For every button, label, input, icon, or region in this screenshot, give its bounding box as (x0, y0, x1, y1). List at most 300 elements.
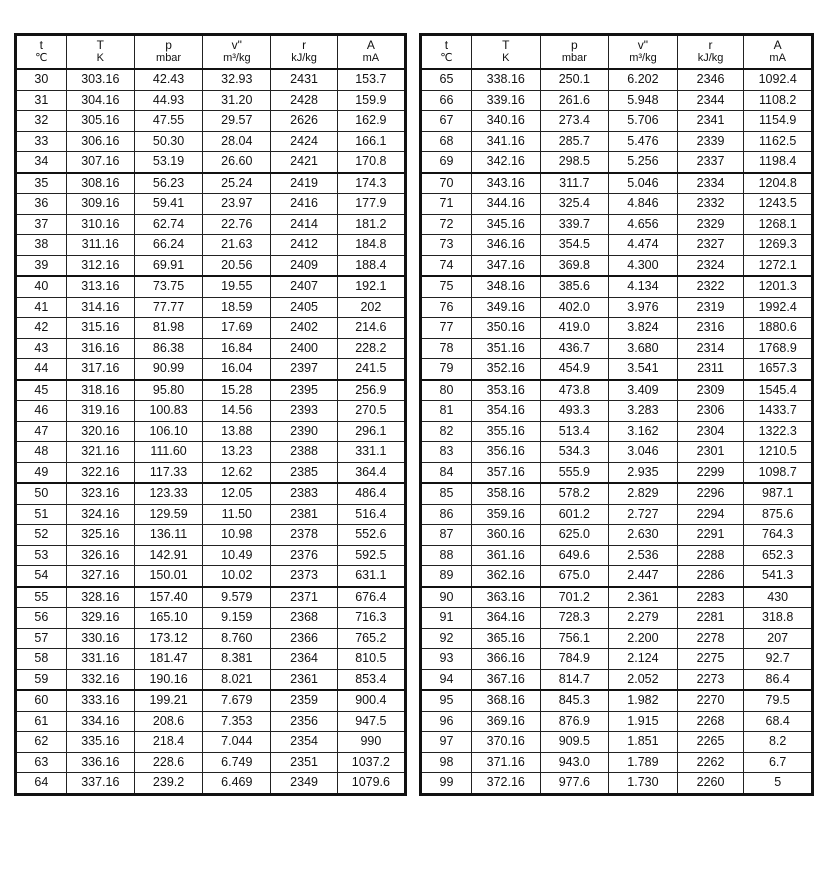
table-cell: 90 (421, 587, 472, 608)
table-row (421, 545, 813, 566)
table-cell: 364.16 (471, 608, 540, 629)
table-cell: 347.16 (471, 255, 540, 276)
table-cell: 46 (16, 401, 67, 422)
table-cell: 150.01 (134, 566, 202, 587)
table-cell: 31.20 (203, 90, 271, 111)
table-cell: 97 (421, 732, 472, 753)
table-cell: 79 (421, 359, 472, 380)
table-cell: 360.16 (471, 525, 540, 546)
table-cell: 153.7 (337, 69, 405, 90)
table-cell: 2275 (677, 649, 744, 670)
table-cell: 765.2 (337, 628, 405, 649)
table-cell: 38 (16, 235, 67, 256)
column-symbol: A (366, 38, 375, 52)
table-cell: 1545.4 (744, 380, 813, 401)
table-cell: 1162.5 (744, 131, 813, 152)
table-cell: 3.409 (609, 380, 678, 401)
table-cell: 493.3 (540, 401, 609, 422)
table-cell: 5.046 (609, 173, 678, 194)
table-cell: 2291 (677, 525, 744, 546)
table-cell: 2.052 (609, 669, 678, 690)
table-cell: 362.16 (471, 566, 540, 587)
table-cell: 320.16 (66, 421, 134, 442)
table-cell: 90.99 (134, 359, 202, 380)
table-body (16, 69, 406, 794)
table-cell: 256.9 (337, 380, 405, 401)
table-cell: 2270 (677, 690, 744, 711)
table-cell: 18.59 (203, 297, 271, 318)
table-cell: 2405 (271, 297, 337, 318)
table-cell: 601.2 (540, 504, 609, 525)
table-cell: 2306 (677, 401, 744, 422)
table-row (16, 401, 406, 422)
table-cell: 123.33 (134, 483, 202, 504)
table-cell: 2416 (271, 194, 337, 215)
table-cell: 159.9 (337, 90, 405, 111)
table-cell: 49 (16, 462, 67, 483)
table-cell: 75 (421, 276, 472, 297)
table-cell: 2332 (677, 194, 744, 215)
table-cell: 31 (16, 90, 67, 111)
table-cell: 909.5 (540, 732, 609, 753)
table-cell: 2341 (677, 111, 744, 132)
table-cell: 2.200 (609, 628, 678, 649)
table-cell: 454.9 (540, 359, 609, 380)
table-cell: 10.02 (203, 566, 271, 587)
table-row (16, 608, 406, 629)
table-cell: 321.16 (66, 442, 134, 463)
table-cell: 181.2 (337, 214, 405, 235)
table-cell: 2265 (677, 732, 744, 753)
table-cell: 2319 (677, 297, 744, 318)
table-cell: 54 (16, 566, 67, 587)
column-header (540, 35, 609, 70)
table-cell: 86.4 (744, 669, 813, 690)
table-cell: 21.63 (203, 235, 271, 256)
table-cell: 2383 (271, 483, 337, 504)
table-cell: 239.2 (134, 773, 202, 795)
table-cell: 8.021 (203, 669, 271, 690)
table-cell: 2388 (271, 442, 337, 463)
table-cell: 14.56 (203, 401, 271, 422)
table-row (421, 525, 813, 546)
table-cell: 334.16 (66, 711, 134, 732)
table-cell: 1.730 (609, 773, 678, 795)
table-cell: 2.727 (609, 504, 678, 525)
table-cell: 363.16 (471, 587, 540, 608)
table-cell: 45 (16, 380, 67, 401)
table-cell: 2431 (271, 69, 337, 90)
table-cell: 2421 (271, 152, 337, 173)
table-cell: 356.16 (471, 442, 540, 463)
table-row (421, 297, 813, 318)
column-symbol: T (96, 38, 104, 52)
column-header (66, 35, 134, 70)
table-cell: 359.16 (471, 504, 540, 525)
table-cell: 315.16 (66, 318, 134, 339)
table-header (421, 35, 813, 70)
table-row (421, 380, 813, 401)
table-cell: 7.679 (203, 690, 271, 711)
table-cell: 83 (421, 442, 472, 463)
table-cell: 2354 (271, 732, 337, 753)
column-header (203, 35, 271, 70)
table-cell: 875.6 (744, 504, 813, 525)
table-cell: 369.16 (471, 711, 540, 732)
table-cell: 5.256 (609, 152, 678, 173)
table-cell: 1037.2 (337, 752, 405, 773)
table-cell: 22.76 (203, 214, 271, 235)
table-cell: 157.40 (134, 587, 202, 608)
table-cell: 990 (337, 732, 405, 753)
table-cell: 2373 (271, 566, 337, 587)
table-cell: 9.159 (203, 608, 271, 629)
table-cell: 327.16 (66, 566, 134, 587)
table-cell: 2346 (677, 69, 744, 90)
table-cell: 340.16 (471, 111, 540, 132)
table-cell: 342.16 (471, 152, 540, 173)
column-header (271, 35, 337, 70)
table-cell: 3.046 (609, 442, 678, 463)
table-cell: 95 (421, 690, 472, 711)
table-cell: 25.24 (203, 173, 271, 194)
table-cell: 2368 (271, 608, 337, 629)
table-cell: 343.16 (471, 173, 540, 194)
table-cell: 8.2 (744, 732, 813, 753)
table-row (421, 504, 813, 525)
table-cell: 1198.4 (744, 152, 813, 173)
table-cell: 5.948 (609, 90, 678, 111)
table-cell: 1092.4 (744, 69, 813, 90)
table-cell: 318.16 (66, 380, 134, 401)
table-cell: 339.7 (540, 214, 609, 235)
table-row (16, 649, 406, 670)
table-cell: 10.49 (203, 545, 271, 566)
table-cell: 20.56 (203, 255, 271, 276)
table-cell: 57 (16, 628, 67, 649)
column-unit: ℃ (440, 52, 453, 64)
table-cell: 2407 (271, 276, 337, 297)
table-cell: 173.12 (134, 628, 202, 649)
table-cell: 1210.5 (744, 442, 813, 463)
table-cell: 2327 (677, 235, 744, 256)
table-cell: 2359 (271, 690, 337, 711)
table-cell: 943.0 (540, 752, 609, 773)
table-cell: 2.447 (609, 566, 678, 587)
table-cell: 631.1 (337, 566, 405, 587)
table-cell: 430 (744, 587, 813, 608)
table-cell: 136.11 (134, 525, 202, 546)
table-cell: 784.9 (540, 649, 609, 670)
table-cell: 69.91 (134, 255, 202, 276)
table-cell: 2260 (677, 773, 744, 795)
table-cell: 166.1 (337, 131, 405, 152)
table-cell: 66 (421, 90, 472, 111)
table-cell: 2278 (677, 628, 744, 649)
column-unit: mbar (156, 52, 182, 64)
table-cell: 10.98 (203, 525, 271, 546)
table-cell: 52 (16, 525, 67, 546)
table-cell: 338.16 (471, 69, 540, 90)
table-row (421, 214, 813, 235)
table-row (16, 773, 406, 795)
table-cell: 2400 (271, 338, 337, 359)
table-cell: 2281 (677, 608, 744, 629)
table-cell: 270.5 (337, 401, 405, 422)
table-cell: 76 (421, 297, 472, 318)
table-row (16, 152, 406, 173)
table-cell: 329.16 (66, 608, 134, 629)
table-row (421, 69, 813, 90)
table-cell: 310.16 (66, 214, 134, 235)
table-cell: 314.16 (66, 297, 134, 318)
table-cell: 2.630 (609, 525, 678, 546)
table-cell: 2301 (677, 442, 744, 463)
column-unit: mbar (561, 52, 587, 64)
table-cell: 4.846 (609, 194, 678, 215)
table-cell: 2.935 (609, 462, 678, 483)
table-cell: 1657.3 (744, 359, 813, 380)
table-cell: 96 (421, 711, 472, 732)
table-row (16, 173, 406, 194)
table-cell: 98 (421, 752, 472, 773)
table-row (421, 690, 813, 711)
table-cell: 318.8 (744, 608, 813, 629)
table-row (16, 628, 406, 649)
table-cell: 303.16 (66, 69, 134, 90)
table-cell: 53 (16, 545, 67, 566)
table-row (421, 359, 813, 380)
table-cell: 37 (16, 214, 67, 235)
table-row (421, 649, 813, 670)
table-row (421, 401, 813, 422)
column-symbol: r (302, 38, 307, 52)
column-header (421, 35, 472, 70)
column-symbol: A (773, 38, 782, 52)
table-cell: 2371 (271, 587, 337, 608)
table-cell: 65 (421, 69, 472, 90)
table-cell: 306.16 (66, 131, 134, 152)
table-row (421, 421, 813, 442)
table-row (421, 152, 813, 173)
table-cell: 15.28 (203, 380, 271, 401)
steam-table-left (14, 33, 407, 796)
table-cell: 364.4 (337, 462, 405, 483)
table-cell: 181.47 (134, 649, 202, 670)
table-row (16, 711, 406, 732)
table-cell: 62.74 (134, 214, 202, 235)
table-cell: 2.536 (609, 545, 678, 566)
column-symbol: T (502, 38, 510, 52)
table-row (16, 483, 406, 504)
table-cell: 2339 (677, 131, 744, 152)
table-cell: 192.1 (337, 276, 405, 297)
table-cell: 4.300 (609, 255, 678, 276)
table-cell: 328.16 (66, 587, 134, 608)
table-cell: 3.162 (609, 421, 678, 442)
table-cell: 2296 (677, 483, 744, 504)
table-cell: 339.16 (471, 90, 540, 111)
table-cell: 48 (16, 442, 67, 463)
table-cell: 60 (16, 690, 67, 711)
table-cell: 6.749 (203, 752, 271, 773)
table-cell: 62 (16, 732, 67, 753)
table-cell: 365.16 (471, 628, 540, 649)
table-cell: 947.5 (337, 711, 405, 732)
table-cell: 322.16 (66, 462, 134, 483)
table-cell: 486.4 (337, 483, 405, 504)
table-cell: 625.0 (540, 525, 609, 546)
table-cell: 86.38 (134, 338, 202, 359)
table-cell: 2364 (271, 649, 337, 670)
table-cell: 77 (421, 318, 472, 339)
table-cell: 2.361 (609, 587, 678, 608)
table-cell: 43 (16, 338, 67, 359)
table-cell: 129.59 (134, 504, 202, 525)
table-cell: 354.16 (471, 401, 540, 422)
table-cell: 87 (421, 525, 472, 546)
table-cell: 2294 (677, 504, 744, 525)
table-cell: 555.9 (540, 462, 609, 483)
table-cell: 41 (16, 297, 67, 318)
table-cell: 331.16 (66, 649, 134, 670)
table-cell: 3.283 (609, 401, 678, 422)
table-cell: 341.16 (471, 131, 540, 152)
table-cell: 12.05 (203, 483, 271, 504)
table-cell: 214.6 (337, 318, 405, 339)
table-cell: 312.16 (66, 255, 134, 276)
table-cell: 353.16 (471, 380, 540, 401)
table-cell: 349.16 (471, 297, 540, 318)
table-row (16, 111, 406, 132)
table-cell: 2626 (271, 111, 337, 132)
table-cell: 2366 (271, 628, 337, 649)
table-cell: 6.202 (609, 69, 678, 90)
table-cell: 218.4 (134, 732, 202, 753)
table-cell: 853.4 (337, 669, 405, 690)
table-cell: 73.75 (134, 276, 202, 297)
table-cell: 810.5 (337, 649, 405, 670)
table-cell: 1154.9 (744, 111, 813, 132)
table-cell: 86 (421, 504, 472, 525)
table-cell: 335.16 (66, 732, 134, 753)
table-row (16, 752, 406, 773)
table-row (16, 545, 406, 566)
table-cell: 2356 (271, 711, 337, 732)
table-row (16, 690, 406, 711)
table-row (421, 628, 813, 649)
table-cell: 11.50 (203, 504, 271, 525)
table-cell: 2419 (271, 173, 337, 194)
table-cell: 174.3 (337, 173, 405, 194)
table-cell: 74 (421, 255, 472, 276)
table-row (421, 255, 813, 276)
table-cell: 716.3 (337, 608, 405, 629)
column-header (744, 35, 813, 70)
table-cell: 32 (16, 111, 67, 132)
column-symbol: v" (637, 38, 649, 52)
table-cell: 348.16 (471, 276, 540, 297)
table-cell: 190.16 (134, 669, 202, 690)
table-cell: 228.2 (337, 338, 405, 359)
table-cell: 5.706 (609, 111, 678, 132)
table-row (421, 318, 813, 339)
table-cell: 261.6 (540, 90, 609, 111)
table-cell: 56 (16, 608, 67, 629)
table-row (421, 111, 813, 132)
table-cell: 367.16 (471, 669, 540, 690)
table-cell: 2428 (271, 90, 337, 111)
table-row (16, 338, 406, 359)
table-cell: 89 (421, 566, 472, 587)
table-cell: 2395 (271, 380, 337, 401)
table-cell: 142.91 (134, 545, 202, 566)
table-cell: 592.5 (337, 545, 405, 566)
table-cell: 13.88 (203, 421, 271, 442)
table-cell: 241.5 (337, 359, 405, 380)
table-cell: 165.10 (134, 608, 202, 629)
column-symbol: t (39, 38, 44, 52)
table-cell: 66.24 (134, 235, 202, 256)
table-row (421, 566, 813, 587)
table-cell: 2.124 (609, 649, 678, 670)
table-cell: 2.829 (609, 483, 678, 504)
column-unit: kJ/kg (697, 52, 724, 64)
table-cell: 2286 (677, 566, 744, 587)
table-cell: 325.16 (66, 525, 134, 546)
table-cell: 5.476 (609, 131, 678, 152)
table-cell: 987.1 (744, 483, 813, 504)
table-cell: 2334 (677, 173, 744, 194)
table-cell: 317.16 (66, 359, 134, 380)
table-cell: 35 (16, 173, 67, 194)
table-cell: 2283 (677, 587, 744, 608)
table-cell: 305.16 (66, 111, 134, 132)
table-cell: 552.6 (337, 525, 405, 546)
table-cell: 332.16 (66, 669, 134, 690)
table-cell: 67 (421, 111, 472, 132)
table-cell: 117.33 (134, 462, 202, 483)
table-cell: 764.3 (744, 525, 813, 546)
table-cell: 330.16 (66, 628, 134, 649)
table-cell: 94 (421, 669, 472, 690)
table-cell: 814.7 (540, 669, 609, 690)
table-cell: 324.16 (66, 504, 134, 525)
table-cell: 6.469 (203, 773, 271, 795)
table-cell: 345.16 (471, 214, 540, 235)
table-cell: 326.16 (66, 545, 134, 566)
column-header (337, 35, 405, 70)
table-cell: 336.16 (66, 752, 134, 773)
table-cell: 436.7 (540, 338, 609, 359)
table-cell: 44 (16, 359, 67, 380)
table-cell: 1243.5 (744, 194, 813, 215)
table-cell: 77.77 (134, 297, 202, 318)
table-cell: 372.16 (471, 773, 540, 795)
table-cell: 473.8 (540, 380, 609, 401)
table-cell: 355.16 (471, 421, 540, 442)
table-cell: 371.16 (471, 752, 540, 773)
table-cell: 845.3 (540, 690, 609, 711)
table-cell: 2376 (271, 545, 337, 566)
table-cell: 12.62 (203, 462, 271, 483)
column-symbol: t (444, 38, 449, 52)
table-cell: 82 (421, 421, 472, 442)
table-cell: 3.976 (609, 297, 678, 318)
table-cell: 88 (421, 545, 472, 566)
table-row (16, 214, 406, 235)
table-cell: 9.579 (203, 587, 271, 608)
